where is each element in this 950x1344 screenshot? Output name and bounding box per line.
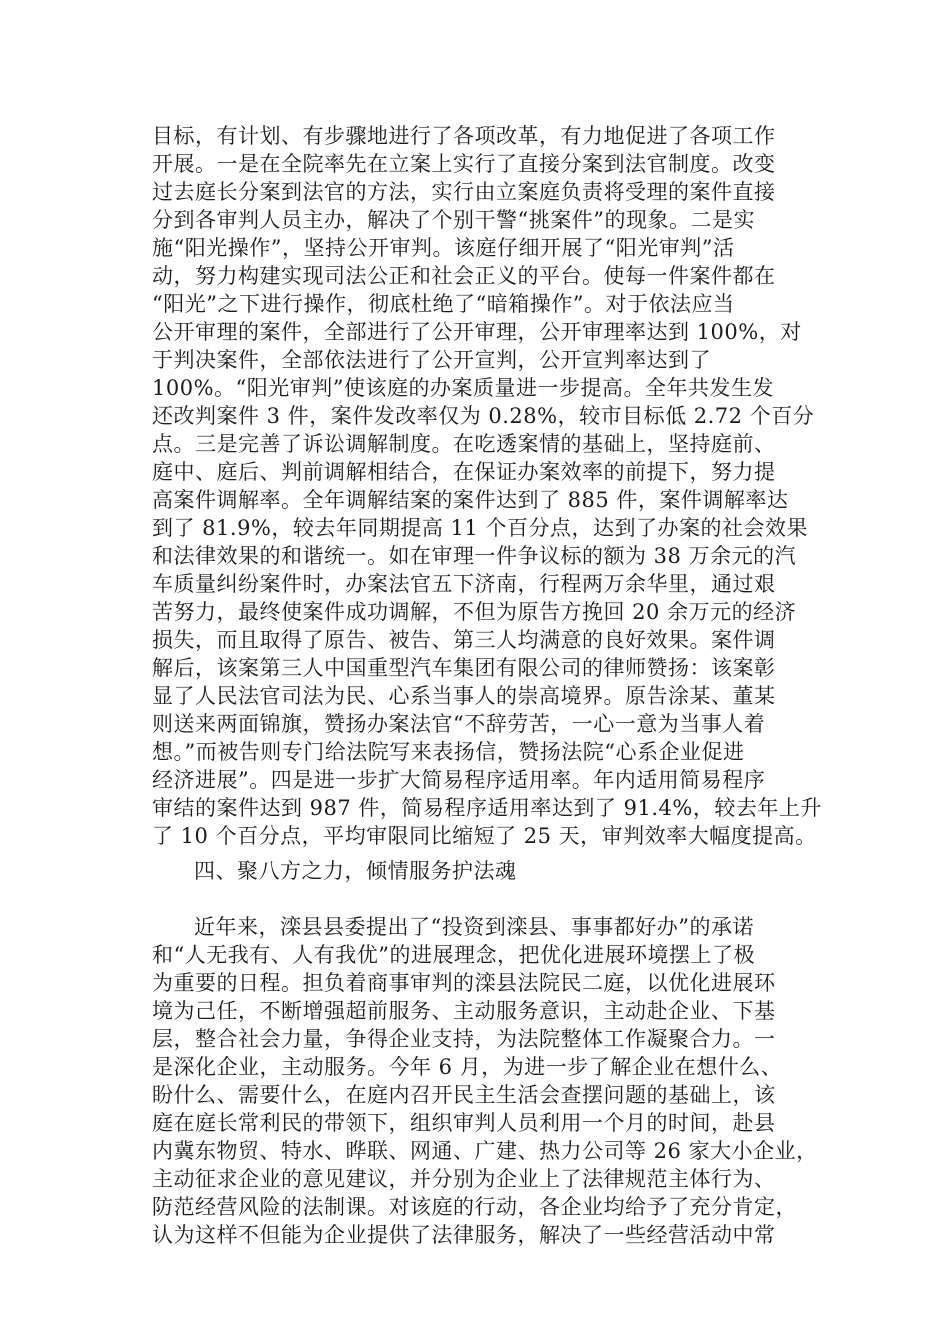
heading-text: 四、聚八方之力，倾情服务护法魂 bbox=[194, 859, 517, 883]
text-line: 境为己任，不断增强超前服务、主动服务意识，主动赴企业、下基 bbox=[152, 999, 776, 1023]
text-line: 开展。一是在全院率先在立案上实行了直接分案到法官制度。改变 bbox=[152, 152, 776, 176]
text-line: 层，整合社会力量，争得企业支持，为法院整体工作凝聚合力。一 bbox=[152, 1027, 776, 1051]
text-line: 动，努力构建实现司法公正和社会正义的平台。使每一件案件都在 bbox=[152, 264, 776, 288]
text-line: 车质量纠纷案件时，办案法官五下济南，行程两万余华里，通过艰 bbox=[152, 572, 776, 596]
text-line: 还改判案件 3 件，案件发改率仅为 0.28%，较市目标低 2.72 个百分 bbox=[152, 404, 815, 428]
text-line: 认为这样不但能为企业提供了法律服务，解决了一些经营活动中常 bbox=[152, 1223, 776, 1247]
text-line: 审结的案件达到 987 件，简易程序适用率达到了 91.4%，较去年上升 bbox=[152, 796, 822, 820]
text-line: 目标，有计划、有步骤地进行了各项改革，有力地促进了各项工作 bbox=[152, 124, 776, 148]
text-line: 盼什么、需要什么，在庭内召开民主生活会查摆问题的基础上，该 bbox=[152, 1083, 776, 1107]
text-line: 高案件调解率。全年调解结案的案件达到了 885 件，案件调解率达 bbox=[152, 488, 789, 512]
text-line: 和“人无我有、人有我优”的进展理念，把优化进展环境摆上了极 bbox=[152, 943, 755, 967]
text-line: 内冀东物贸、特水、晔联、网通、广建、热力公司等 26 家大小企业， bbox=[152, 1139, 818, 1163]
text-line: 防范经营风险的法制课。对该庭的行动，各企业均给予了充分肯定， bbox=[152, 1195, 797, 1219]
text-line: 近年来，滦县县委提出了“投资到滦县、事事都好办”的承诺 bbox=[194, 915, 754, 939]
text-line: 分到各审判人员主办，解决了个别干警“挑案件”的现象。二是实 bbox=[152, 208, 755, 232]
text-line: 主动征求企业的意见建议，并分别为企业上了法律规范主体行为、 bbox=[152, 1167, 776, 1191]
text-line: 解后，该案第三人中国重型汽车集团有限公司的律师赞扬：该案彰 bbox=[152, 656, 776, 680]
text-line: 100%。“阳光审判”使该庭的办案质量进一步提高。全年共发生发 bbox=[152, 376, 775, 400]
text-line: 到了 81.9%，较去年同期提高 11 个百分点，达到了办案的社会效果 bbox=[152, 516, 808, 540]
text-line: 公开审理的案件，全部进行了公开审理，公开审理率达到 100%，对 bbox=[152, 320, 802, 344]
text-line: 苦努力，最终使案件成功调解，不但为原告方挽回 20 余万元的经济 bbox=[152, 600, 797, 624]
text-line: 经济进展”。四是进一步扩大简易程序适用率。年内适用简易程序 bbox=[152, 768, 766, 792]
text-line: 是深化企业，主动服务。今年 6 月，为进一步了解企业在想什么、 bbox=[152, 1055, 783, 1079]
text-line: 施“阳光操作”，坚持公开审判。该庭仔细开展了“阳光审判”活 bbox=[152, 236, 735, 260]
text-line: 为重要的日程。担负着商事审判的滦县法院民二庭，以优化进展环 bbox=[152, 971, 776, 995]
text-line: 点。三是完善了诉讼调解制度。在吃透案情的基础上，坚持庭前、 bbox=[152, 432, 776, 456]
text-line: 于判决案件，全部依法进行了公开宣判，公开宣判率达到了 bbox=[152, 348, 711, 372]
text-line: 想。”而被告则专门给法院写来表扬信，赞扬法院“心系企业促进 bbox=[152, 740, 745, 764]
text-line: 和法律效果的和谐统一。如在审理一件争议标的额为 38 万余元的汽 bbox=[152, 544, 797, 568]
text-line: 庭在庭长常利民的带领下，组织审判人员利用一个月的时间，赴县 bbox=[152, 1111, 776, 1135]
text-line: 显了人民法官司法为民、心系当事人的崇高境界。原告涂某、董某 bbox=[152, 684, 776, 708]
text-line: 则送来两面锦旗，赞扬办案法官“不辞劳苦，一心一意为当事人着 bbox=[152, 712, 766, 736]
text-line: 了 10 个百分点，平均审限同比缩短了 25 天，审判效率大幅度提高。 bbox=[152, 824, 817, 848]
text-line: 庭中、庭后、判前调解相结合，在保证办案效率的前提下，努力提 bbox=[152, 460, 776, 484]
text-line: 损失，而且取得了原告、被告、第三人均满意的良好效果。案件调 bbox=[152, 628, 776, 652]
text-line: 过去庭长分案到法官的方法，实行由立案庭负责将受理的案件直接 bbox=[152, 180, 776, 204]
text-line: “阳光”之下进行操作，彻底杜绝了“暗箱操作”。对于依法应当 bbox=[152, 292, 735, 316]
